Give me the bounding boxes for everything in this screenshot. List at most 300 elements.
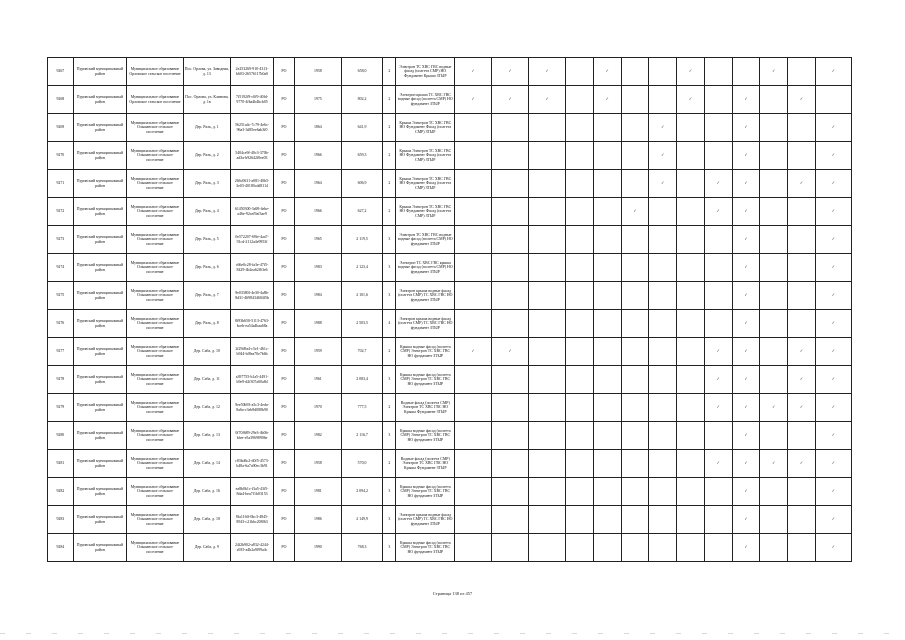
check-mark-icon: ✓ [788,394,816,422]
check-mark-icon: ✓ [815,114,851,142]
empty-check-cell [677,422,705,450]
empty-check-cell [593,366,621,394]
type-cell: РО [274,394,295,422]
works-cell: Крыша Электрон ТС ХВС ГВС НО Фундамент Фасад (полгета СМР) ЗТЫР [396,170,455,198]
empty-check-cell [529,114,566,142]
check-mark-icon: ✓ [815,366,851,394]
check-mark-icon: ✓ [593,86,621,114]
check-mark-icon: ✓ [815,422,851,450]
empty-check-cell [593,254,621,282]
empty-check-cell [760,254,788,282]
type-cell: РО [274,534,295,562]
empty-check-cell [677,450,705,478]
scan-edge [0,633,905,634]
type-cell: РО [274,226,295,254]
year-cell: 1961 [294,366,341,394]
table-row [48,114,852,142]
empty-check-cell [593,506,621,534]
row-id: 9280 [48,422,74,450]
empty-check-cell [760,86,788,114]
municipality-cell: Муниципальное образование Ольшанское сельское поселение [127,506,184,534]
district-cell: Пуровский муниципальный район [73,142,126,170]
type-cell: РО [274,86,295,114]
check-mark-icon: ✓ [815,198,851,226]
check-mark-icon: ✓ [593,58,621,86]
district-cell: Пуровский муниципальный район [73,478,126,506]
empty-check-cell [788,198,816,226]
empty-check-cell [760,506,788,534]
empty-check-cell [566,86,594,114]
address-cell: Дер. Саба, д. 11 [183,366,230,394]
municipality-cell: Муниципальное образование Ольшанское сельское поселение [127,142,184,170]
table-row [48,254,852,282]
cadastral-cell: 7f5192f9-c0f9-40fd-9770-4fba4b4bcb05 [230,86,273,114]
check-mark-icon: ✓ [649,114,677,142]
empty-check-cell [492,450,529,478]
floors-cell: 4 [383,310,396,338]
empty-check-cell [704,506,732,534]
empty-check-cell [593,534,621,562]
empty-check-cell [593,114,621,142]
type-cell: РО [274,282,295,310]
address-cell: Дер. Саба, д. 13 [183,422,230,450]
empty-check-cell [593,310,621,338]
check-mark-icon: ✓ [704,366,732,394]
floors-cell: 2 [383,338,396,366]
empty-check-cell [455,534,492,562]
empty-check-cell [566,506,594,534]
empty-check-cell [677,226,705,254]
empty-check-cell [455,114,492,142]
check-mark-icon: ✓ [815,338,851,366]
empty-check-cell [704,254,732,282]
address-cell: Дер. Саба, д. 16 [183,478,230,506]
municipality-cell: Муниципальное образование Ольшанское сельское поселение [127,254,184,282]
address-cell: Дер. Саба, д. 18 [183,506,230,534]
district-cell: Пуровский муниципальный район [73,114,126,142]
floors-cell: 2 [383,142,396,170]
empty-check-cell [492,506,529,534]
empty-check-cell [732,58,760,86]
type-cell: РО [274,170,295,198]
area-cell: 2 101,6 [342,282,383,310]
empty-check-cell [788,310,816,338]
empty-check-cell [760,338,788,366]
empty-check-cell [677,394,705,422]
check-mark-icon: ✓ [455,58,492,86]
empty-check-cell [760,114,788,142]
works-cell: Электрон крыша ТС ХВС ГВС водные фасад (полгета СМР) НО фундамент ЗТЫР [396,86,455,114]
empty-check-cell [649,394,677,422]
empty-check-cell [593,422,621,450]
year-cell: 1959 [294,338,341,366]
table-row [48,506,852,534]
empty-check-cell [649,534,677,562]
empty-check-cell [788,478,816,506]
type-cell: РО [274,366,295,394]
empty-check-cell [621,254,649,282]
empty-check-cell [704,58,732,86]
row-id: 9268 [48,86,74,114]
works-cell: Крыша водные фасад (полгета СМР) Электрон ТС ХВС ГВС НО фундамент ЗТЫР [396,422,455,450]
empty-check-cell [621,226,649,254]
check-mark-icon: ✓ [815,226,851,254]
works-cell: Электрон ТС ХВС ГВС крыша водные фасад (полгета СМР) НО фундамент ЗТЫР [396,254,455,282]
type-cell: РО [274,422,295,450]
floors-cell: 3 [383,534,396,562]
empty-check-cell [529,338,566,366]
municipality-cell: Муниципальное образование Ольшанское сельское поселение [127,534,184,562]
check-mark-icon: ✓ [732,142,760,170]
empty-check-cell [621,310,649,338]
municipality-cell: Муниципальное образование Ольшанское сельское поселение [127,310,184,338]
check-mark-icon: ✓ [732,282,760,310]
works-cell: Крыша водные фасад (полгета СМР) Электрон ТС ХВС ГВС НО фундамент ЗТЫР [396,366,455,394]
check-mark-icon: ✓ [788,170,816,198]
empty-check-cell [649,58,677,86]
district-cell: Пуровский муниципальный район [73,366,126,394]
district-cell: Пуровский муниципальный район [73,170,126,198]
table-row [48,534,852,562]
empty-check-cell [677,506,705,534]
empty-check-cell [455,366,492,394]
empty-check-cell [492,282,529,310]
empty-check-cell [621,114,649,142]
empty-check-cell [649,422,677,450]
empty-check-cell [455,310,492,338]
empty-check-cell [621,282,649,310]
address-cell: Дер. Раль, д. 1 [183,114,230,142]
check-mark-icon: ✓ [788,450,816,478]
municipality-cell: Муниципальное образование Ольшанское сельское поселение [127,450,184,478]
address-cell: Дер. Саба, д. 12 [183,394,230,422]
type-cell: РО [274,198,295,226]
empty-check-cell [621,142,649,170]
empty-check-cell [760,226,788,254]
type-cell: РО [274,58,295,86]
cadastral-cell: 5404ce9f-40c3-370b-ad3a-b92642f0ee03 [230,142,273,170]
empty-check-cell [760,366,788,394]
empty-check-cell [593,142,621,170]
check-mark-icon: ✓ [815,394,851,422]
floors-cell: 2 [383,450,396,478]
year-cell: 1958 [294,58,341,86]
empty-check-cell [704,226,732,254]
municipality-cell: Муниципальное образование Ольшанское сельское поселение [127,422,184,450]
empty-check-cell [566,422,594,450]
check-mark-icon: ✓ [529,86,566,114]
row-id: 9273 [48,226,74,254]
check-mark-icon: ✓ [455,338,492,366]
floors-cell: 3 [383,422,396,450]
register-body [48,58,852,562]
empty-check-cell [760,422,788,450]
floors-cell: 3 [383,282,396,310]
empty-check-cell [677,338,705,366]
check-mark-icon: ✓ [815,282,851,310]
table-row [48,394,852,422]
municipality-cell: Муниципальное образование Орловское сельское поселение [127,86,184,114]
empty-check-cell [621,86,649,114]
check-mark-icon: ✓ [732,310,760,338]
empty-check-cell [566,226,594,254]
works-cell: Крыша Электрон ТС ХВС ГВС НО Фундамент Фасад (полгета СМР) ЗТЫР [396,142,455,170]
cadastral-cell: 56251a4c-7c79-4e6c-96a3-3d85ee6ab3f0 [230,114,273,142]
empty-check-cell [593,198,621,226]
address-cell: Пос. Орлова, ул. Заводная, д. 13 [183,58,230,86]
works-cell: Водные фасад (полгета СМР) Электрон ТС ХВС ГВС НО Крыша Фундамент ЗТЫР [396,394,455,422]
check-mark-icon: ✓ [788,338,816,366]
empty-check-cell [566,170,594,198]
cadastral-cell: 0f70f689-29e3-4b0b-bfee-e5a39698906e [230,422,273,450]
check-mark-icon: ✓ [815,450,851,478]
empty-check-cell [788,58,816,86]
year-cell: 1975 [294,86,341,114]
cadastral-cell: c83bd6c2-d0f5-4573-b48a-6a7a90ec3b91 [230,450,273,478]
district-cell: Пуровский муниципальный район [73,338,126,366]
check-mark-icon: ✓ [732,86,760,114]
row-id: 9281 [48,450,74,478]
empty-check-cell [492,170,529,198]
year-cell: 1986 [294,506,341,534]
type-cell: РО [274,338,295,366]
address-cell: Дер. Раль, д. 8 [183,310,230,338]
empty-check-cell [566,394,594,422]
municipality-cell: Муниципальное образование Орловское сельское поселение [127,58,184,86]
municipality-cell: Муниципальное образование Ольшанское сельское поселение [127,338,184,366]
check-mark-icon: ✓ [788,366,816,394]
area-cell: 658,0 [342,58,383,86]
municipality-cell: Муниципальное образование Ольшанское сельское поселение [127,478,184,506]
district-cell: Пуровский муниципальный район [73,506,126,534]
row-id: 9274 [48,254,74,282]
district-cell: Пуровский муниципальный район [73,86,126,114]
cadastral-cell: 266c0631-a081-40b5-3e03-40180cdd8114 [230,170,273,198]
cadastral-cell: 24f2b902-a832-4244-a935-a4b2a9f99a4c [230,534,273,562]
cadastral-cell: c66e0c28-fa3e-47f5-8429-4b2ea62f63e6 [230,254,273,282]
check-mark-icon: ✓ [732,478,760,506]
table-row [48,478,852,506]
type-cell: РО [274,450,295,478]
empty-check-cell [566,366,594,394]
cadastral-cell: ea8b0b1c-f3a5-43f5-8da4-bea7f1b03153 [230,478,273,506]
row-id: 9283 [48,506,74,534]
empty-check-cell [492,198,529,226]
empty-check-cell [621,394,649,422]
check-mark-icon: ✓ [760,394,788,422]
empty-check-cell [593,282,621,310]
year-cell: 1984 [294,282,341,310]
works-cell: Крыша водные фасад (полгета СМР) Электрон ТС ХВС ГВС НО фундамент ЗТЫР [396,534,455,562]
empty-check-cell [492,534,529,562]
check-mark-icon: ✓ [815,142,851,170]
check-mark-icon: ✓ [732,198,760,226]
empty-check-cell [649,506,677,534]
check-mark-icon: ✓ [815,254,851,282]
empty-check-cell [529,310,566,338]
empty-check-cell [455,506,492,534]
empty-check-cell [760,142,788,170]
empty-check-cell [566,310,594,338]
cadastral-cell: 0e572207-69fe-4aa7-91cd-2112a4e9953f [230,226,273,254]
empty-check-cell [492,114,529,142]
check-mark-icon: ✓ [732,506,760,534]
empty-check-cell [566,114,594,142]
empty-check-cell [455,450,492,478]
works-cell: Крыша Электрон ТС ХВС ГВС НО Фундамент Фасад (полгета СМР) ЗТЫР [396,198,455,226]
empty-check-cell [593,226,621,254]
district-cell: Пуровский муниципальный район [73,450,126,478]
works-cell: Крыша водные фасад (полгета СМР) Электрон ТС ХВС ГВС НО фундамент ЗТЫР [396,478,455,506]
municipality-cell: Муниципальное образование Ольшанское сельское поселение [127,198,184,226]
district-cell: Пуровский муниципальный район [73,226,126,254]
empty-check-cell [529,170,566,198]
empty-check-cell [492,226,529,254]
empty-check-cell [677,198,705,226]
empty-check-cell [704,86,732,114]
empty-check-cell [593,394,621,422]
check-mark-icon: ✓ [732,114,760,142]
area-cell: 702,7 [342,338,383,366]
year-cell: 1990 [294,534,341,562]
area-cell: 2 149,9 [342,506,383,534]
address-cell: Дер. Раль, д. 4 [183,198,230,226]
row-id: 9269 [48,114,74,142]
check-mark-icon: ✓ [815,506,851,534]
empty-check-cell [788,142,816,170]
empty-check-cell [788,506,816,534]
works-cell: Электрон крыша водные фасад (полгета СМР) ТС ХВС ГВС НО фундамент ЗТЫР [396,310,455,338]
empty-check-cell [529,450,566,478]
empty-check-cell [677,310,705,338]
empty-check-cell [455,142,492,170]
register-table [47,57,852,562]
row-id: 9275 [48,282,74,310]
check-mark-icon: ✓ [677,58,705,86]
empty-check-cell [788,534,816,562]
cadastral-cell: 9e03380f-4e30-4a8b-8d31-4698434604f5b [230,282,273,310]
area-cell: 768,3 [342,534,383,562]
check-mark-icon: ✓ [621,198,649,226]
empty-check-cell [677,534,705,562]
check-mark-icon: ✓ [732,394,760,422]
empty-check-cell [788,422,816,450]
empty-check-cell [621,170,649,198]
empty-check-cell [704,478,732,506]
works-cell: Электрон ТС ХВС ГВС водные водные фасад (полгета СМР) НО фундамент ЗТЫР [396,226,455,254]
district-cell: Пуровский муниципальный район [73,422,126,450]
empty-check-cell [455,254,492,282]
check-mark-icon: ✓ [455,86,492,114]
empty-check-cell [455,394,492,422]
empty-check-cell [704,534,732,562]
floors-cell: 2 [383,58,396,86]
cadastral-cell: 2e253269-910-4313-b603-26576117b0a0 [230,58,273,86]
check-mark-icon: ✓ [732,422,760,450]
district-cell: Пуровский муниципальный район [73,282,126,310]
address-cell: Дер. Саба, д. 10 [183,338,230,366]
works-cell: Электрон ТС ХВС ГВС водные фасад (полгета СМР) НО Фундамент Крыша ЗТЫР [396,58,455,86]
area-cell: 627,2 [342,198,383,226]
type-cell: РО [274,142,295,170]
municipality-cell: Муниципальное образование Ольшанское сельское поселение [127,114,184,142]
empty-check-cell [649,282,677,310]
empty-check-cell [566,338,594,366]
empty-check-cell [621,478,649,506]
address-cell: Дер. Раль, д. 5 [183,226,230,254]
check-mark-icon: ✓ [704,394,732,422]
check-mark-icon: ✓ [760,450,788,478]
area-cell: 777,5 [342,394,383,422]
area-cell: 606,9 [342,170,383,198]
empty-check-cell [529,366,566,394]
address-cell: Дер. Раль, д. 3 [183,170,230,198]
empty-check-cell [649,86,677,114]
check-mark-icon: ✓ [492,338,529,366]
empty-check-cell [455,226,492,254]
cadastral-cell: 9ee50b93-a5c3-4eda-8a6a-c3eb9d088b90 [230,394,273,422]
municipality-cell: Муниципальное образование Ольшанское сельское поселение [127,366,184,394]
row-id: 9271 [48,170,74,198]
table-row [48,366,852,394]
empty-check-cell [760,478,788,506]
empty-check-cell [566,198,594,226]
type-cell: РО [274,478,295,506]
floors-cell: 2 [383,170,396,198]
empty-check-cell [529,142,566,170]
year-cell: 1970 [294,394,341,422]
floors-cell: 2 [383,114,396,142]
empty-check-cell [529,254,566,282]
empty-check-cell [529,198,566,226]
empty-check-cell [492,310,529,338]
check-mark-icon: ✓ [732,170,760,198]
table-row [48,282,852,310]
row-id: 9267 [48,58,74,86]
floors-cell: 3 [383,506,396,534]
area-cell: 2 123,4 [342,254,383,282]
cadastral-cell: a397755-b1a5-4491-b9e9-d2f307a00a8d [230,366,273,394]
check-mark-icon: ✓ [815,310,851,338]
empty-check-cell [677,114,705,142]
floors-cell: 2 [383,198,396,226]
row-id: 9276 [48,310,74,338]
check-mark-icon: ✓ [492,58,529,86]
works-cell: Крыша водные фасад (полгета СМР) Электрон ТС ХВС ГВС НО фундамент ЗТЫР [396,338,455,366]
empty-check-cell [566,282,594,310]
empty-check-cell [593,338,621,366]
address-cell: Пос. Орлова, ул. Клинова, д. 1в [183,86,230,114]
check-mark-icon: ✓ [529,58,566,86]
empty-check-cell [704,310,732,338]
year-cell: 1988 [294,310,341,338]
empty-check-cell [815,86,851,114]
type-cell: РО [274,506,295,534]
empty-check-cell [492,254,529,282]
table-row [48,338,852,366]
empty-check-cell [649,478,677,506]
address-cell: Дер. Саба, д. 9 [183,534,230,562]
check-mark-icon: ✓ [815,170,851,198]
type-cell: РО [274,254,295,282]
empty-check-cell [593,478,621,506]
district-cell: Пуровский муниципальный район [73,534,126,562]
empty-check-cell [455,282,492,310]
year-cell: 1966 [294,198,341,226]
cadastral-cell: 8f93b650-5113-4763-bceb-ea54a4baa68a [230,310,273,338]
floors-cell: 3 [383,226,396,254]
municipality-cell: Муниципальное образование Ольшанское сельское поселение [127,282,184,310]
